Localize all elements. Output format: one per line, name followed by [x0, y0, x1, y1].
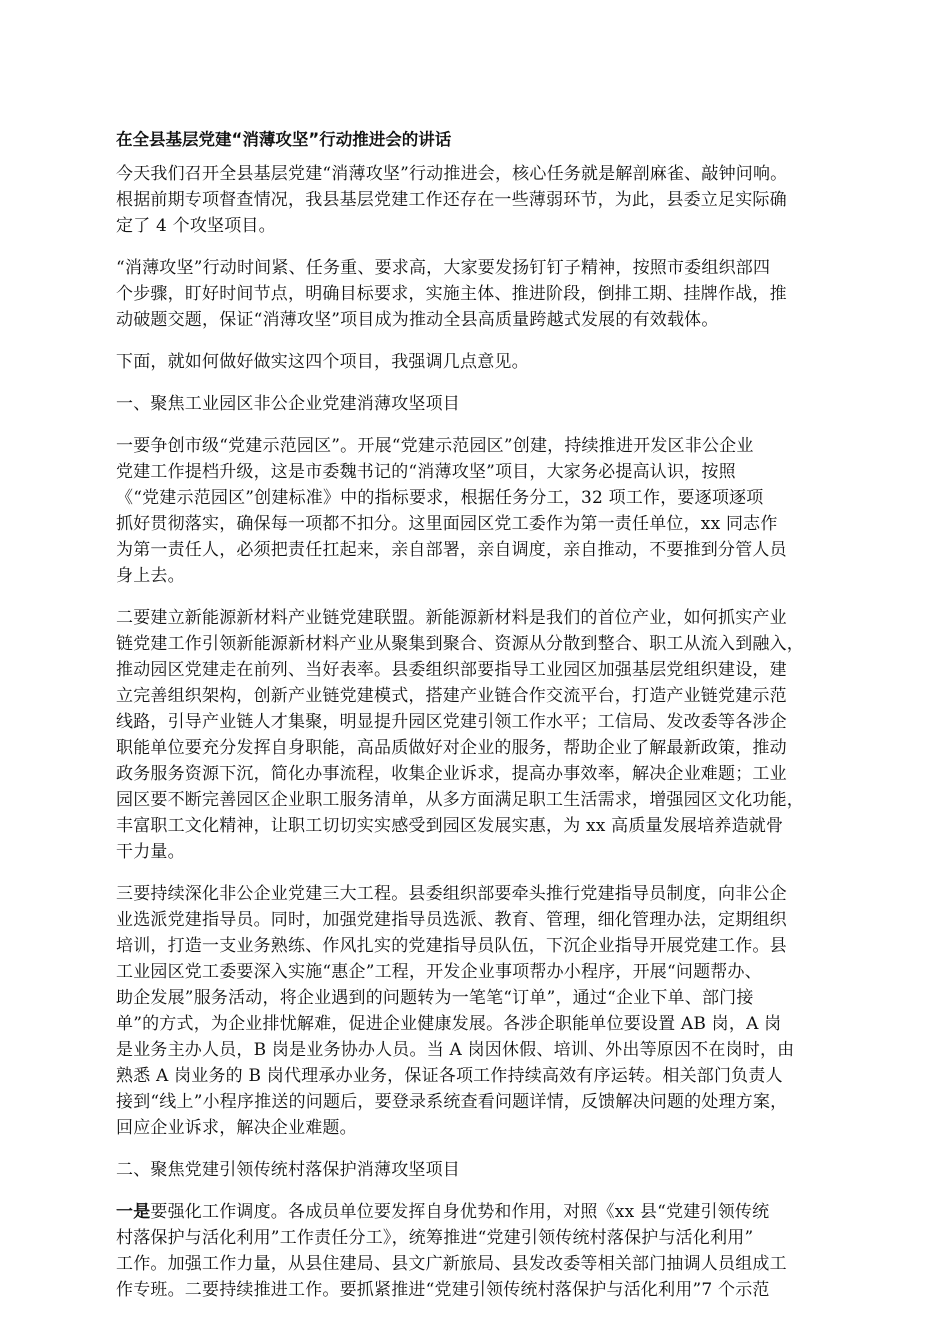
text-line: [116, 735, 856, 761]
paragraph: [116, 1199, 856, 1303]
line-text: 定了 4 个攻坚项目。: [116, 216, 276, 236]
paragraph: [116, 255, 856, 333]
line-text: 二、聚焦党建引领传统村落保护消薄攻坚项目: [116, 1160, 460, 1180]
line-text: 村落保护与活化利用”工作责任分工》，统筹推进“党建引领传统村落保护与活化利用”: [116, 1228, 754, 1248]
text-line: [116, 391, 856, 417]
text-line: [116, 813, 856, 839]
line-text: 个步骤，盯好时间节点，明确目标要求，实施主体、推进阶段，倒排工期、挂牌作战，推: [116, 284, 787, 304]
document-body: [116, 161, 856, 1303]
text-line: [116, 959, 856, 985]
line-text: 推动园区党建走在前列、当好表率。县委组织部要指导工业园区加强基层党组织建设，建: [116, 660, 787, 680]
text-line: [116, 255, 856, 281]
line-text: 工业园区党工委要深入实施“惠企”工程，开发企业事项帮办小程序，开展“问题帮办、: [116, 962, 762, 982]
paragraph: [116, 433, 856, 589]
text-line: [116, 1277, 856, 1303]
text-line: [116, 1225, 856, 1251]
line-text: 助企发展”服务活动，将企业遇到的问题转为一笔笔“订单”，通过“企业下单、部门接: [116, 988, 754, 1008]
text-line: [116, 787, 856, 813]
text-line: [116, 281, 856, 307]
line-text: 党建工作提档升级，这是市委魏书记的“消薄攻坚”项目，大家务必提高认识，按照: [116, 462, 736, 482]
text-line: [116, 605, 856, 631]
line-text: 园区要不断完善园区企业职工服务清单，从多方面满足职工生活需求，增强园区文化功能，: [116, 790, 804, 810]
text-line: [116, 349, 856, 375]
text-line: [116, 459, 856, 485]
text-line: [116, 761, 856, 787]
text-line: [116, 631, 856, 657]
line-text: 丰富职工文化精神，让职工切切实实感受到园区发展实惠，为 xx 高质量发展培养造就骨: [116, 816, 784, 836]
line-text: “消薄攻坚”行动时间紧、任务重、要求高，大家要发扬钉钉子精神，按照市委组织部四: [116, 258, 771, 278]
line-text: 立完善组织架构，创新产业链党建模式，搭建产业链合作交流平台，打造产业链党建示范: [116, 686, 787, 706]
line-text: 熟悉 A 岗业务的 B 岗代理承办业务，保证各项工作持续高效有序运转。相关部门负责人: [116, 1066, 783, 1086]
paragraph: [116, 349, 856, 375]
line-text: 链党建工作引领新能源新材料产业从聚集到聚合、资源从分散到整合、职工从流入到融入，: [116, 634, 804, 654]
line-text: 接到“线上”小程序推送的问题后，要登录系统查看问题详情，反馈解决问题的处理方案，: [116, 1092, 788, 1112]
line-text: 为第一责任人，必须把责任扛起来，亲自部署，亲自调度，亲自推动，不要推到分管人员: [116, 540, 787, 560]
text-line: [116, 907, 856, 933]
line-text: 作专班。二要持续推进工作。要抓紧推进“党建引领传统村落保护与活化利用”7 个示范: [116, 1280, 770, 1300]
line-text: 二要建立新能源新材料产业链党建联盟。新能源新材料是我们的首位产业，如何抓实产业: [116, 608, 787, 628]
line-text: 三要持续深化非公企业党建三大工程。县委组织部要牵头推行党建指导员制度，向非公企: [116, 884, 787, 904]
text-line: [116, 1063, 856, 1089]
text-line: [116, 511, 856, 537]
text-line: [116, 1115, 856, 1141]
line-text: 职能单位要充分发挥自身职能，高品质做好对企业的服务，帮助企业了解最新政策，推动: [116, 738, 787, 758]
text-line: [116, 433, 856, 459]
line-text: 今天我们召开全县基层党建“消薄攻坚”行动推进会，核心任务就是解剖麻雀、敲钟问响。: [116, 164, 788, 184]
line-text: 抓好贯彻落实，确保每一项都不扣分。这里面园区党工委作为第一责任单位，xx 同志作: [116, 514, 778, 534]
text-line: [116, 161, 856, 187]
text-line: [116, 1251, 856, 1277]
line-text: 是业务主办人员，B 岗是业务协办人员。当 A 岗因休假、培训、外出等原因不在岗时，由: [116, 1040, 795, 1060]
text-line: [116, 1157, 856, 1183]
bold-lead: 一是: [116, 1202, 151, 1222]
line-text: 身上去。: [116, 566, 185, 586]
line-text: 单”的方式，为企业排忧解难，促进企业健康发展。各涉企职能单位要设置 AB 岗，A 岗: [116, 1014, 782, 1034]
text-line: [116, 187, 856, 213]
line-text: 《“党建示范园区”创建标准》中的指标要求，根据任务分工，32 项工作，要逐项逐项: [116, 488, 764, 508]
line-text: 回应企业诉求，解决企业难题。: [116, 1118, 357, 1138]
text-line: [116, 563, 856, 589]
document-page: [116, 127, 856, 1319]
text-line: [116, 307, 856, 333]
line-text: 要强化工作调度。各成员单位要发挥自身优势和作用，对照《xx 县“党建引领传统: [150, 1202, 770, 1222]
line-text: 动破题交题，保证“消薄攻坚”项目成为推动全县高质量跨越式发展的有效载体。: [116, 310, 719, 330]
text-line: [116, 881, 856, 907]
line-text: 根据前期专项督查情况，我县基层党建工作还存在一些薄弱环节，为此，县委立足实际确: [116, 190, 787, 210]
line-text: 线路，引导产业链人才集聚，明显提升园区党建引领工作水平；工信局、发改委等各涉企: [116, 712, 787, 732]
text-line: [116, 709, 856, 735]
text-line: [116, 1011, 856, 1037]
document-title: 在全县基层党建“消薄攻坚”行动推进会的讲话: [116, 130, 452, 149]
line-text: 培训，打造一支业务熟练、作风扎实的党建指导员队伍，下沉企业指导开展党建工作。县: [116, 936, 787, 956]
line-text: 干力量。: [116, 842, 185, 862]
text-line: [116, 485, 856, 511]
text-line: [116, 839, 856, 865]
text-line: [116, 985, 856, 1011]
text-line: [116, 657, 856, 683]
line-text: 业选派党建指导员。同时，加强党建指导员选派、教育、管理，细化管理办法，定期组织: [116, 910, 787, 930]
paragraph: [116, 605, 856, 865]
line-text: 下面，就如何做好做实这四个项目，我强调几点意见。: [116, 352, 529, 372]
text-line: [116, 1199, 856, 1225]
text-line: [116, 1037, 856, 1063]
paragraph: [116, 161, 856, 239]
line-text: 政务服务资源下沉，简化办事流程，收集企业诉求，提高办事效率，解决企业难题；工业: [116, 764, 787, 784]
line-text: 一要争创市级“党建示范园区”。开展“党建示范园区”创建，持续推进开发区非公企业: [116, 436, 754, 456]
text-line: [116, 1089, 856, 1115]
line-text: 一、聚焦工业园区非公企业党建消薄攻坚项目: [116, 394, 460, 414]
text-line: [116, 933, 856, 959]
line-text: 工作。加强工作力量，从县住建局、县文广新旅局、县发改委等相关部门抽调人员组成工: [116, 1254, 787, 1274]
text-line: [116, 537, 856, 563]
section-heading: [116, 1157, 856, 1183]
section-heading: [116, 391, 856, 417]
text-line: [116, 683, 856, 709]
paragraph: [116, 881, 856, 1141]
text-line: [116, 213, 856, 239]
